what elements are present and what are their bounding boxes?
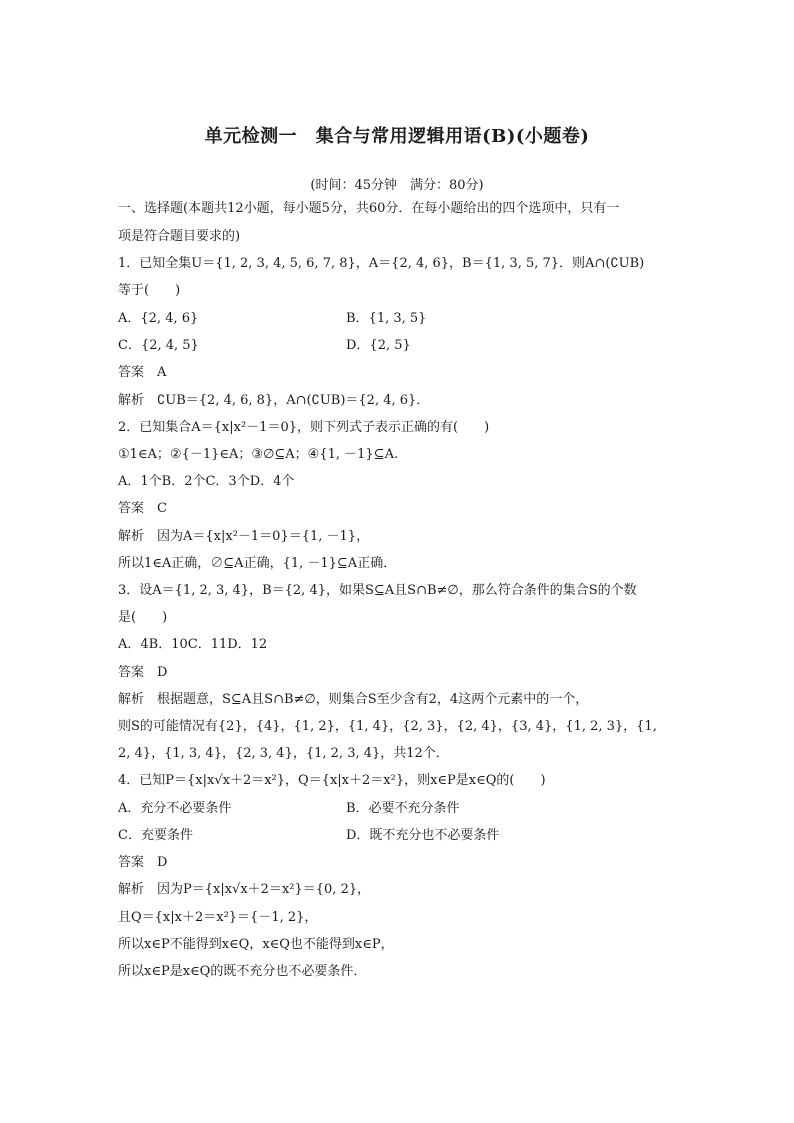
q1-stem-cont: 等于( ) [118, 283, 181, 298]
q2-analysis: 解析 因为A＝{x|x²－1＝0}＝{1, －1}， [118, 529, 370, 544]
q1-option-c: C．{2, 4, 5} [118, 338, 199, 353]
q2-options: A．1个B．2个C．3个D．4个 [118, 474, 295, 489]
q4-option-b: B．必要不充分条件 [346, 801, 460, 816]
section-instructions-cont: 项是符合题目要求的) [118, 229, 241, 244]
q3-analysis: 解析 根据题意，S⊆A且S∩B≠∅，则集合S至少含有2，4这两个元素中的一个， [118, 692, 589, 707]
q4-analysis-cont3: 所以x∈P是x∈Q的既不充分也不必要条件． [118, 964, 367, 979]
q3-analysis-cont2: 2, 4}，{1, 3, 4}，{2, 3, 4}，{1, 2, 3, 4}，共12个． [118, 746, 449, 761]
page-title: 单元检测一 集合与常用逻辑用语(B)(小题卷) [204, 126, 590, 147]
q4-answer: 答案 D [118, 855, 168, 870]
q1-option-a: A．{2, 4, 6} [118, 311, 199, 326]
q4-stem: 4．已知P＝{x|x√x＋2＝x²}，Q＝{x|x＋2＝x²}，则x∈P是x∈Q的( ) [118, 773, 546, 788]
q2-items: ①1∈A；②{－1}∈A；③∅⊆A；④{1, －1}⊆A. [118, 447, 399, 462]
q3-analysis-cont: 则S的可能情况有{2}，{4}，{1, 2}，{1, 4}，{2, 3}，{2, 4}，{3, 4}，{1, 2, 3}，{1, [118, 719, 657, 734]
q4-option-d: D．既不充分也不必要条件 [346, 828, 500, 843]
q4-analysis-cont2: 所以x∈P不能得到x∈Q，x∈Q也不能得到x∈P， [118, 937, 394, 952]
q2-analysis-cont: 所以1∈A正确，∅⊆A正确，{1, －1}⊆A正确． [118, 556, 397, 571]
q4-analysis-cont: 且Q＝{x|x＋2＝x²}＝{－1, 2}， [118, 910, 318, 925]
q2-answer: 答案 C [118, 501, 167, 516]
q4-analysis: 解析 因为P＝{x|x√x＋2＝x²}＝{0, 2}， [118, 882, 371, 897]
q1-analysis: 解析 ∁UB＝{2, 4, 6, 8}，A∩(∁UB)＝{2, 4, 6}． [118, 393, 430, 408]
q3-stem-cont: 是( ) [118, 610, 168, 625]
q1-stem: 1．已知全集U＝{1, 2, 3, 4, 5, 6, 7, 8}，A＝{2, 4, 6}，B＝{1, 3, 5, 7}．则A∩(∁UB) [118, 256, 645, 271]
exam-meta: (时间：45分钟 满分：80分) [310, 178, 484, 193]
q2-stem: 2．已知集合A＝{x|x²－1＝0}，则下列式子表示正确的有( ) [118, 420, 490, 435]
q1-option-d: D．{2, 5} [346, 338, 411, 353]
q4-option-c: C．充要条件 [118, 828, 193, 843]
q1-answer: 答案 A [118, 365, 167, 380]
section-instructions: 一、选择题(本题共12小题，每小题5分，共60分．在每小题给出的四个选项中，只有一 [118, 201, 620, 216]
q3-stem: 3．设A＝{1, 2, 3, 4}，B＝{2, 4}，如果S⊆A且S∩B≠∅，那么符合条件的集合S的个数 [118, 583, 637, 598]
q3-answer: 答案 D [118, 665, 168, 680]
q1-option-b: B．{1, 3, 5} [346, 311, 427, 326]
q3-options: A．4B．10C．11D．12 [118, 637, 268, 652]
q4-option-a: A．充分不必要条件 [118, 801, 232, 816]
